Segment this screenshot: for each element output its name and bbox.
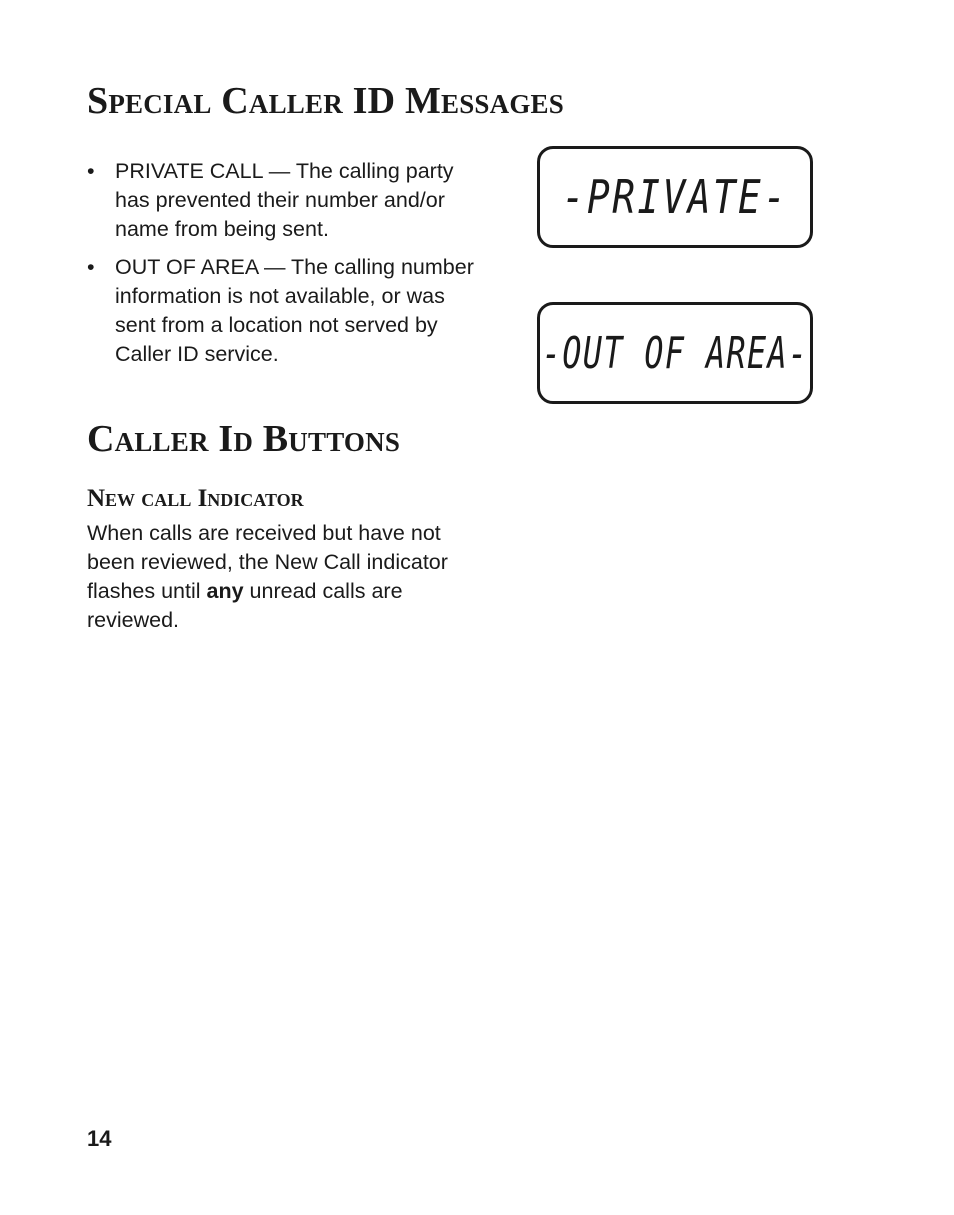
list-item-private-call [87,157,482,244]
section-title-caller-id-buttons: Caller Id Buttons [87,418,401,460]
page-number: 14 [87,1126,112,1151]
caller-id-message-list [87,157,482,378]
lcd-display-private [537,146,813,248]
body-text-part: unread calls are reviewed. [87,579,403,632]
bullet-marker: • [87,159,95,183]
subsection-title-new-call-indicator: New call Indicator [87,485,304,512]
list-item-out-of-area [87,253,482,369]
list-item-text: OUT OF AREA — The calling number information is not available, or was sent from a location not served by Caller ID service. [115,255,474,366]
lcd-display-out-of-area [537,302,813,404]
bullet-marker: • [87,255,95,279]
section-title-special-caller-id-messages: Special Caller ID Messages [87,80,564,122]
body-text-part: When calls are received but have not been reviewed, the New Call indicator flashes until [87,521,448,603]
lcd-text: -OUT OF AREA- [541,327,809,379]
lcd-text: -PRIVATE- [561,170,789,224]
body-text-bold: any [206,579,244,603]
list-item-text: PRIVATE CALL — The calling party has prevented their number and/or name from being sent. [115,159,454,241]
new-call-indicator-description [87,519,459,635]
